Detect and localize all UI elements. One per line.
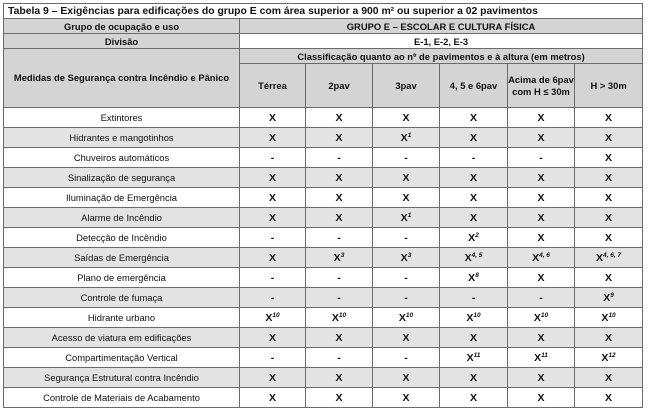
column-header: 3pav (373, 64, 440, 108)
table-row (4, 208, 643, 228)
requirement-cell (373, 368, 440, 388)
requirement-cell (575, 288, 643, 308)
table-row (4, 328, 643, 348)
requirement-mark: X (605, 271, 613, 284)
requirement-cell (508, 148, 575, 168)
requirement-cell (240, 308, 306, 328)
requirement-cell (373, 388, 440, 408)
requirement-cell (508, 208, 575, 228)
requirement-cell (508, 388, 575, 408)
requirement-cell (306, 328, 373, 348)
requirement-mark: X (537, 171, 545, 184)
requirement-cell (240, 148, 306, 168)
requirement-cell (440, 368, 508, 388)
requirement-cell (440, 288, 508, 308)
requirement-mark: X (537, 131, 545, 144)
requirement-mark: X (537, 371, 545, 384)
requirement-cell (440, 188, 508, 208)
requirement-mark: X (335, 171, 343, 184)
requirement-mark: - (404, 271, 408, 284)
requirement-cell (508, 288, 575, 308)
requirement-cell (575, 388, 643, 408)
table-row (4, 108, 643, 128)
requirement-mark: X (469, 171, 477, 184)
requirement-mark: X (400, 211, 408, 224)
table-row (4, 228, 643, 248)
footnote-ref: 2 (475, 231, 479, 239)
grupo-label: Grupo de ocupação e uso (4, 19, 240, 34)
requirement-cell (306, 248, 373, 268)
requirement-cell (575, 308, 643, 328)
requirement-mark: X (537, 391, 545, 404)
requirement-mark: X (402, 111, 410, 124)
requirement-cell (575, 108, 643, 128)
row-label: Hidrante urbano (4, 308, 240, 328)
requirement-mark: X (268, 111, 276, 124)
requirement-cell (575, 148, 643, 168)
requirement-cell (306, 208, 373, 228)
requirement-mark: X (402, 331, 410, 344)
requirement-mark: X (532, 251, 540, 264)
requirement-cell (508, 128, 575, 148)
requirement-cell (440, 168, 508, 188)
requirement-mark: - (270, 231, 275, 244)
requirement-cell (440, 208, 508, 228)
requirement-cell (240, 128, 306, 148)
requirement-mark: X (469, 191, 477, 204)
requirement-mark: X (268, 391, 276, 404)
requirement-mark: - (404, 291, 408, 304)
requirement-mark: X (605, 331, 613, 344)
footnote-ref: 3 (407, 251, 412, 259)
table-row (4, 368, 643, 388)
requirement-cell (306, 268, 373, 288)
requirement-mark: X (335, 111, 343, 124)
requirement-mark: X (605, 231, 613, 244)
requirement-cell (240, 328, 306, 348)
footnote-ref: 3 (340, 251, 345, 259)
requirement-cell (306, 168, 373, 188)
requirement-mark: X (605, 151, 613, 164)
requirement-cell (575, 328, 643, 348)
classificacao-label: Classificação quanto ao nº de pavimentos e à altura (em metros) (240, 49, 643, 64)
medidas-label: Medidas de Segurança contra Incêndio e Pânico (4, 49, 240, 108)
requirement-mark: X (601, 311, 609, 324)
requirement-cell (440, 128, 508, 148)
requirement-cell (373, 248, 440, 268)
requirement-mark: X (468, 271, 476, 284)
requirement-mark: X (400, 251, 408, 264)
requirement-cell (508, 228, 575, 248)
requirement-mark: - (539, 291, 543, 304)
requirement-cell (373, 108, 440, 128)
requirement-cell (575, 348, 643, 368)
row-label: Hidrantes e mangotinhos (4, 128, 240, 148)
requirement-cell (440, 348, 508, 368)
requirement-mark: X (268, 211, 276, 224)
requirement-cell (575, 368, 643, 388)
requirement-mark: X (537, 331, 545, 344)
footnote-ref: 11 (473, 351, 481, 359)
requirement-cell (306, 348, 373, 368)
requirement-mark: X (605, 191, 613, 204)
column-header: 2pav (306, 64, 373, 108)
requirement-mark: X (603, 291, 611, 304)
requirement-cell (373, 268, 440, 288)
requirement-mark: X (265, 311, 273, 324)
requirement-mark: X (605, 391, 613, 404)
requirement-mark: X (534, 351, 542, 364)
requirement-mark: - (337, 231, 341, 244)
requirement-mark: - (270, 351, 275, 364)
requirement-mark: X (469, 331, 477, 344)
requirement-cell (240, 268, 306, 288)
row-label: Segurança Estrutural contra Incêndio (4, 368, 240, 388)
table-caption: Tabela 9 – Exigências para edificações do grupo E com área superior a 900 m² ou superior a 02 pavimentos (4, 4, 643, 19)
requirement-mark: - (270, 151, 275, 164)
requirement-cell (240, 168, 306, 188)
requirement-mark: X (268, 191, 276, 204)
divisao-value: E-1, E-2, E-3 (240, 34, 643, 49)
footnote-ref: 9 (610, 291, 614, 299)
requirement-mark: X (601, 351, 609, 364)
requirement-mark: X (466, 351, 474, 364)
row-label: Extintores (4, 108, 240, 128)
footnote-ref: 10 (608, 311, 616, 319)
requirement-cell (440, 248, 508, 268)
requirement-cell (440, 108, 508, 128)
requirement-cell (306, 388, 373, 408)
requirement-cell (306, 228, 373, 248)
requirement-mark: X (605, 131, 613, 144)
requirement-cell (575, 128, 643, 148)
grupo-value: GRUPO E – ESCOLAR E CULTURA FÍSICA (240, 19, 643, 34)
requirement-cell (240, 288, 306, 308)
requirement-mark: X (268, 251, 276, 264)
requirement-cell (373, 288, 440, 308)
requirement-cell (508, 108, 575, 128)
table-row (4, 268, 643, 288)
requirement-mark: - (404, 231, 408, 244)
requirement-mark: X (335, 191, 343, 204)
requirement-mark: X (335, 131, 343, 144)
requirement-cell (508, 268, 575, 288)
requirement-mark: X (468, 231, 476, 244)
footnote-ref: 10 (473, 311, 481, 319)
requirement-mark: X (469, 211, 477, 224)
requirement-cell (508, 328, 575, 348)
footnote-ref: 4, 6, 7 (603, 251, 622, 259)
requirement-cell (306, 288, 373, 308)
footnote-ref: 4, 5 (471, 251, 483, 259)
table-row (4, 348, 643, 368)
requirement-cell (306, 128, 373, 148)
requirement-mark: X (402, 371, 410, 384)
table-row (4, 288, 643, 308)
requirement-cell (240, 348, 306, 368)
footnote-ref: 10 (272, 311, 280, 319)
requirement-cell (373, 328, 440, 348)
row-label: Acesso de viatura em edificações (4, 328, 240, 348)
requirement-cell (240, 188, 306, 208)
table-row (4, 168, 643, 188)
requirement-mark: X (469, 131, 477, 144)
requirement-mark: X (402, 191, 410, 204)
footnote-ref: 10 (405, 311, 414, 319)
requirement-cell (240, 108, 306, 128)
requirement-cell (240, 208, 306, 228)
requirement-cell (508, 248, 575, 268)
requirement-cell (508, 368, 575, 388)
requirement-cell (240, 228, 306, 248)
requirement-cell (440, 268, 508, 288)
requirement-cell (440, 228, 508, 248)
requirement-mark: - (404, 351, 408, 364)
table-row (4, 148, 643, 168)
requirement-cell (440, 308, 508, 328)
requirement-cell (508, 348, 575, 368)
requirement-cell (373, 168, 440, 188)
requirement-mark: X (533, 311, 541, 324)
requirement-mark: X (605, 111, 613, 124)
requirement-mark: X (268, 131, 276, 144)
column-header: 4, 5 e 6pav (440, 64, 508, 108)
requirement-cell (508, 188, 575, 208)
requirement-cell (306, 188, 373, 208)
row-label: Iluminação de Emergência (4, 188, 240, 208)
requirements-table-frame (3, 3, 642, 408)
requirement-cell (575, 268, 643, 288)
requirement-mark: X (335, 211, 343, 224)
footnote-ref: 1 (407, 211, 412, 219)
requirement-cell (440, 328, 508, 348)
footnote-ref: 10 (338, 311, 347, 319)
requirement-mark: X (537, 111, 545, 124)
requirement-mark: X (333, 251, 341, 264)
requirement-cell (306, 108, 373, 128)
requirement-mark: - (539, 151, 543, 164)
footnote-ref: 10 (540, 311, 549, 319)
requirement-mark: X (537, 271, 545, 284)
requirement-cell (440, 388, 508, 408)
table-row (4, 388, 643, 408)
row-label: Alarme de Incêndio (4, 208, 240, 228)
requirement-mark: X (335, 371, 343, 384)
requirement-cell (373, 208, 440, 228)
requirement-mark: X (268, 171, 276, 184)
requirement-cell (240, 248, 306, 268)
footnote-ref: 8 (475, 271, 479, 279)
table-row (4, 308, 643, 328)
requirement-cell (440, 148, 508, 168)
requirement-mark: - (337, 291, 341, 304)
requirement-mark: X (398, 311, 406, 324)
row-label: Controle de Materiais de Acabamento (4, 388, 240, 408)
row-label: Sinalização de segurança (4, 168, 240, 188)
requirement-cell (575, 208, 643, 228)
column-header: H > 30m (575, 64, 643, 108)
requirement-cell (240, 368, 306, 388)
requirement-mark: - (337, 151, 341, 164)
requirement-cell (575, 248, 643, 268)
requirement-mark: X (605, 171, 613, 184)
requirement-mark: X (402, 171, 410, 184)
requirement-mark: X (469, 371, 477, 384)
row-label: Compartimentação Vertical (4, 348, 240, 368)
requirement-mark: - (270, 271, 275, 284)
column-header: Térrea (240, 64, 306, 108)
requirement-mark: - (471, 151, 476, 164)
requirement-cell (575, 168, 643, 188)
requirement-mark: - (337, 271, 341, 284)
divisao-label: Divisão (4, 34, 240, 49)
requirement-cell (373, 188, 440, 208)
requirement-mark: X (466, 311, 474, 324)
table-row (4, 188, 643, 208)
column-header: Acima de 6pav com H ≤ 30m (508, 64, 575, 108)
requirement-mark: X (537, 231, 545, 244)
requirement-mark: X (335, 391, 343, 404)
requirement-cell (373, 228, 440, 248)
requirement-mark: X (596, 251, 604, 264)
requirement-mark: - (270, 291, 275, 304)
requirement-mark: X (331, 311, 339, 324)
requirement-mark: X (402, 391, 410, 404)
requirements-table (3, 3, 643, 408)
row-label: Plano de emergência (4, 268, 240, 288)
requirement-cell (306, 368, 373, 388)
requirement-cell (575, 228, 643, 248)
requirement-cell (575, 188, 643, 208)
footnote-ref: 4, 6 (539, 251, 550, 259)
requirement-mark: X (605, 211, 613, 224)
requirement-mark: X (537, 191, 545, 204)
requirement-mark: X (605, 371, 613, 384)
requirement-cell (373, 148, 440, 168)
row-label: Controle de fumaça (4, 288, 240, 308)
requirement-cell (373, 308, 440, 328)
requirement-mark: - (404, 151, 408, 164)
footnote-ref: 11 (541, 351, 548, 359)
requirement-cell (373, 128, 440, 148)
requirement-cell (508, 308, 575, 328)
requirement-mark: X (400, 131, 408, 144)
requirement-cell (306, 308, 373, 328)
requirement-mark: X (268, 371, 276, 384)
row-label: Detecção de Incêndio (4, 228, 240, 248)
table-row (4, 248, 643, 268)
requirement-mark: X (268, 331, 276, 344)
row-label: Chuveiros automáticos (4, 148, 240, 168)
row-label: Saídas de Emergência (4, 248, 240, 268)
footnote-ref: 1 (407, 131, 412, 139)
requirement-mark: X (335, 331, 343, 344)
requirement-mark: - (471, 291, 476, 304)
table-row (4, 128, 643, 148)
requirement-cell (373, 348, 440, 368)
requirement-cell (508, 168, 575, 188)
requirement-cell (306, 148, 373, 168)
footnote-ref: 12 (608, 351, 616, 359)
requirement-mark: X (537, 211, 545, 224)
requirement-mark: - (337, 351, 341, 364)
requirement-cell (240, 388, 306, 408)
requirement-mark: X (464, 251, 472, 264)
requirement-mark: X (469, 111, 477, 124)
requirement-mark: X (469, 391, 477, 404)
